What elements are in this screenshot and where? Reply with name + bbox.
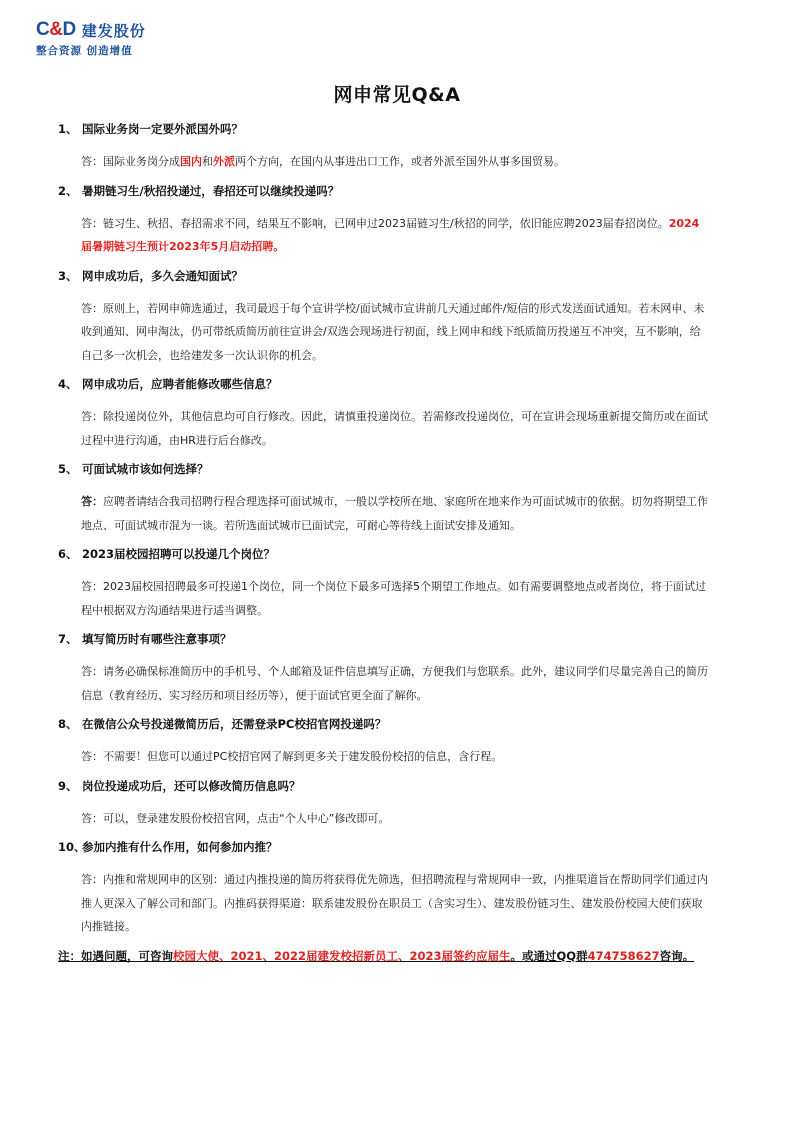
question-1: 1、 国际业务岗一定要外派国外吗？ — [58, 122, 243, 136]
question-10: 10、 参加内推有什么作用，如何参加内推？ — [58, 840, 278, 854]
answer-3: 答：原则上，若网申筛选通过，我司最迟于每个宣讲学校/面试城市宣讲前几天通过邮件/短信的形式发送面试通知。若未网申、未收到通知、网申淘汰，仍可带纸质简历前往宣讲会/双选会现场进行初面，线上网申和线下纸质简历投递互不冲突，互不影响，给自己多一次机会，也给建发多一次认识你的机会。 — [81, 301, 705, 362]
question-4: 4、 网申成功后，应聘者能修改哪些信息？ — [58, 377, 278, 391]
answer-6: 答：2023届校园招聘最多可投递1个岗位，同一个岗位下最多可选择5个期望工作地点。如有需要调整地点或者岗位，将于面试过程中根据双方沟通结果进行适当调整。 — [81, 580, 706, 617]
question-6: 6、 2023届校园招聘可以投递几个岗位？ — [58, 547, 276, 561]
answer-1: 答：国际业务岗分成国内和外派两个方向，在国内从事进出口工作，或者外派至国外从事多国贸易。 — [81, 155, 565, 168]
answer-10: 答：内推和常规网申的区别：通过内推投递的简历将获得优先筛选，但招聘流程与常规网申一致，内推渠道旨在帮助同学们通过内推人更深入了解公司和部门。内推码获得渠道：联系建发股份在职员工（含实习生）、建发股份链习生、建发股份校园大使们获取内推链接。 — [81, 873, 708, 933]
logo-slogan: 整合资源 创造增值 — [36, 45, 133, 57]
note-highlight-contacts: 校园大使、2021、2022届建发校招新员工、2023届签约应届生 — [173, 948, 511, 963]
logo-company-name: 建发股份 — [81, 21, 146, 40]
contact-note: 注：如遇问题，可咨询校园大使、2021、2022届建发校招新员工、2023届签约应届生。或通过QQ群474758627咨询。 — [58, 948, 695, 963]
question-3: 3、 网申成功后，多久会通知面试？ — [58, 268, 243, 283]
answer-9: 答：可以，登录建发股份校招官网，点击“个人中心”修改即可。 — [81, 811, 390, 825]
qa-list — [58, 120, 708, 965]
question-2: 2、 暑期链习生/秋招投递过，春招还可以继续投递吗？ — [58, 183, 340, 198]
answer-8: 答：不需要！但您可以通过PC校招官网了解到更多关于建发股份校招的信息，含行程。 — [81, 750, 503, 763]
question-8: 8、 在微信公众号投递微简历后，还需登录PC校招官网投递吗？ — [58, 717, 387, 731]
note-qq-number: 474758627 — [587, 948, 660, 963]
question-9: 9、 岗位投递成功后，还可以修改简历信息吗？ — [58, 778, 301, 793]
page-title: 网申常见Q&A — [333, 84, 461, 106]
question-5: 5、 可面试城市该如何选择？ — [58, 462, 209, 476]
answer-5: 答：应聘者请结合我司招聘行程合理选择可面试城市，一般以学校所在地、家庭所在地来作为可面试城市的依据。切勿将期望工作地点、可面试城市混为一谈。若所选面试城市已面试完，可耐心等待线上面试安排及通知。 — [81, 495, 708, 532]
highlight-domestic: 国内 — [180, 155, 202, 168]
answer-7: 答：请务必确保标准简历中的手机号、个人邮箱及证件信息填写正确，方便我们与您联系。此外，建议同学们尽量完善自己的简历信息（教育经历、实习经历和项目经历等），便于面试官更全面了解你。 — [81, 665, 708, 702]
question-7: 7、 填写简历时有哪些注意事项？ — [58, 632, 232, 646]
answer-4: 答：除投递岗位外，其他信息均可自行修改。因此，请慎重投递岗位。若需修改投递岗位，可在宣讲会现场重新提交简历或在面试过程中进行沟通，由HR进行后台修改。 — [81, 410, 708, 447]
highlight-overseas: 外派 — [213, 155, 235, 168]
highlight-2024-intern: 2024届暑期链习生预计2023年5月启动招聘。 — [81, 216, 700, 253]
company-logo — [36, 20, 176, 60]
answer-2: 答：链习生、秋招、春招需求不同，结果互不影响，已网申过2023届链习生/秋招的同学，依旧能应聘2023届春招岗位。2024届暑期链习生预计2023年5月启动招聘。 — [81, 216, 700, 253]
logo-mark: C&D — [36, 19, 76, 40]
